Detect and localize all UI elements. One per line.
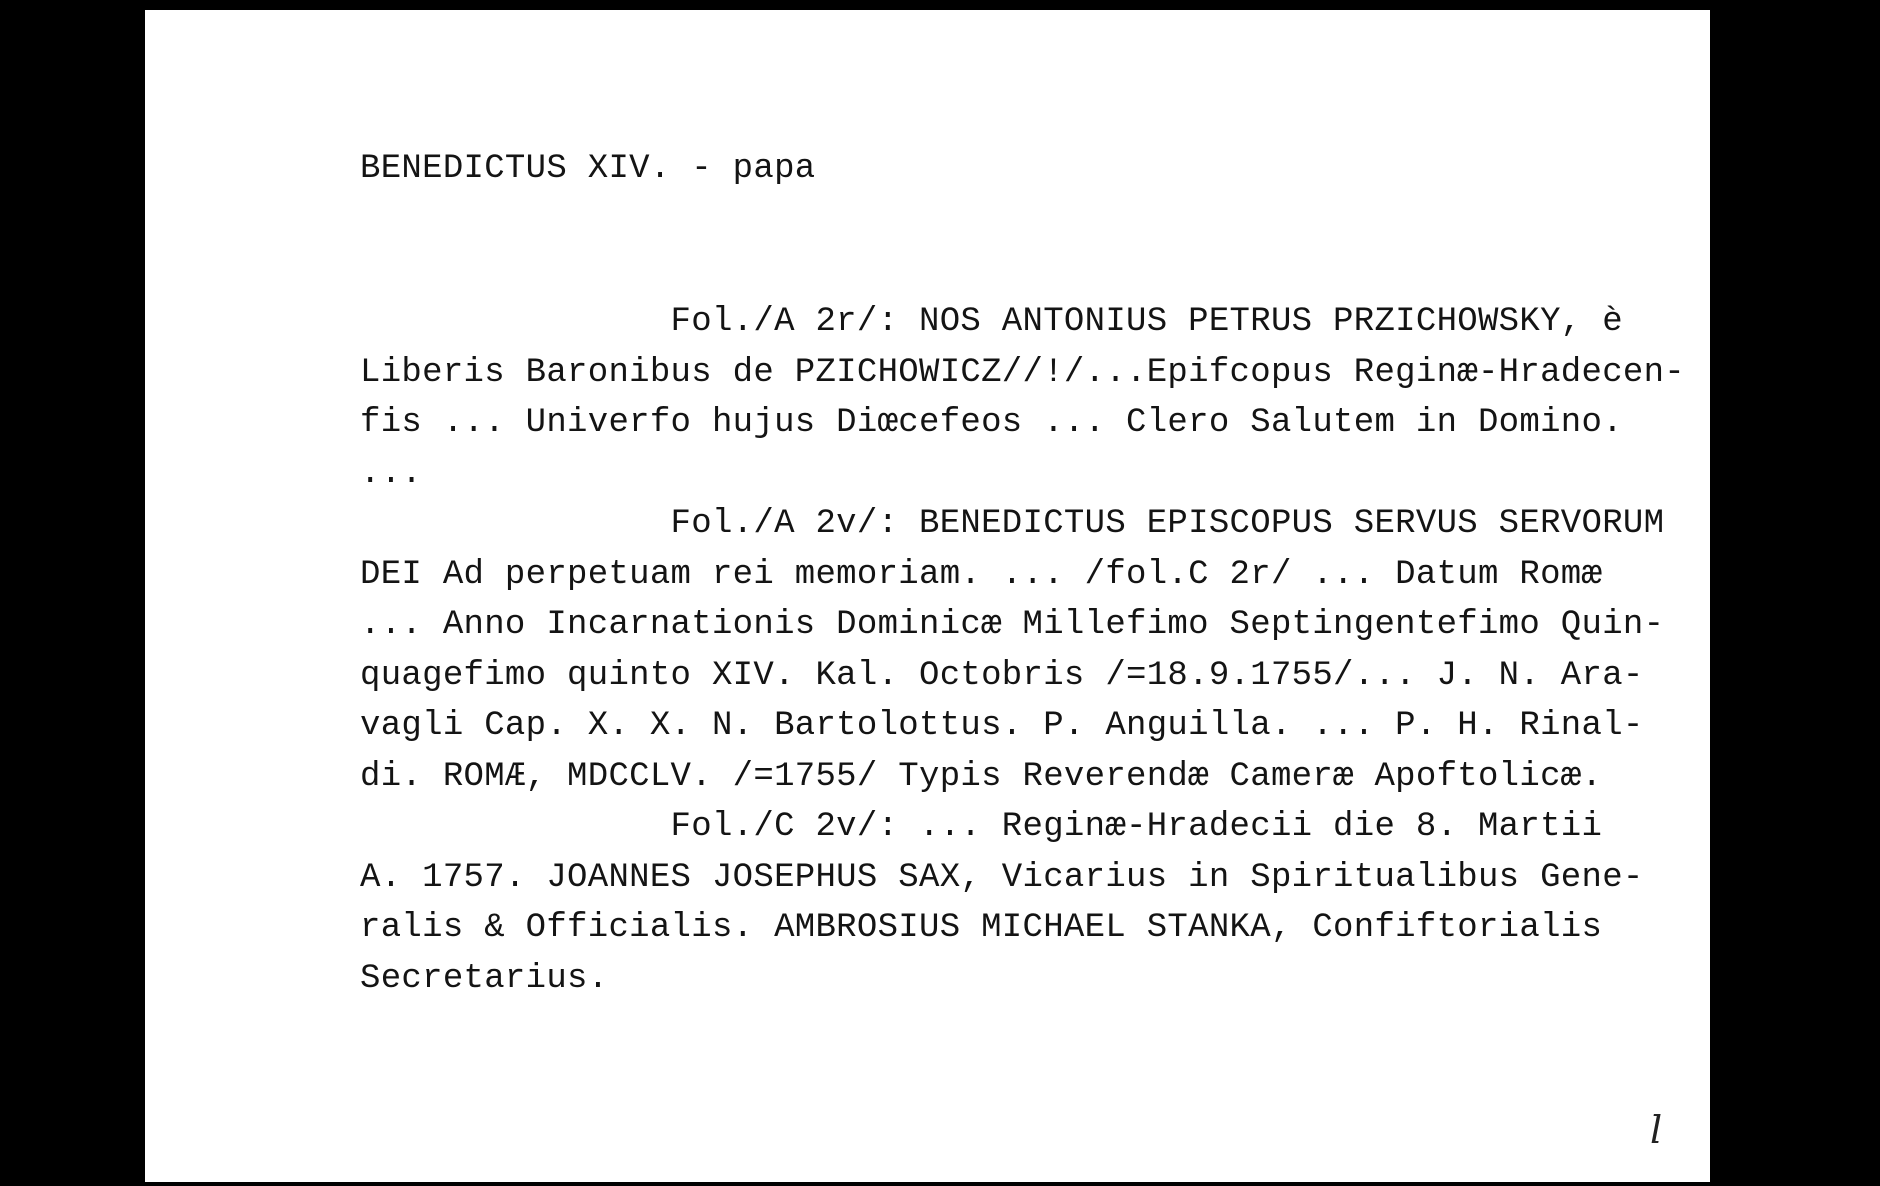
- scan-edge: [145, 0, 1440, 6]
- card-heading: BENEDICTUS XIV. - papa: [360, 150, 816, 188]
- text-line: A. 1757. JOANNES JOSEPHUS SAX, Vicarius in Spiritualibus Gene-: [360, 858, 1644, 897]
- text-line: Fol./C 2v/: ... Reginæ-Hradecii die 8. Martii: [360, 808, 1603, 846]
- handwritten-mark: l: [1650, 1108, 1663, 1152]
- text-line: Fol./A 2v/: BENEDICTUS EPISCOPUS SERVUS SERVORUM: [360, 505, 1665, 543]
- card-body: [360, 297, 1685, 1004]
- text-line: Fol./A 2r/: NOS ANTONIUS PETRUS PRZICHOWSKY, è: [360, 303, 1623, 341]
- text-line: ...: [360, 454, 423, 493]
- text-line: Liberis Baronibus de PZICHOWICZ//!/...Epifcopus Reginæ-Hradecen-: [360, 353, 1686, 392]
- text-line: Secretarius.: [360, 959, 609, 998]
- text-line: quagefimo quinto XIV. Kal. Octobris /=18.9.1755/... J. N. Ara-: [360, 656, 1644, 695]
- text-line: DEI Ad perpetuam rei memoriam. ... /fol.C 2r/ ... Datum Romæ: [360, 555, 1603, 594]
- text-line: ... Anno Incarnationis Dominicæ Millefimo Septingentefimo Quin-: [360, 606, 1665, 644]
- text-line: di. ROMÆ, MDCCLV. /=1755/ Typis Reverendæ Cameræ Apoftolicæ.: [360, 757, 1603, 796]
- text-line: vagli Cap. X. X. N. Bartolottus. P. Anguilla. ... P. H. Rinal-: [360, 707, 1644, 745]
- text-line: fis ... Univerfo hujus Diœcefeos ... Clero Salutem in Domino.: [360, 404, 1623, 442]
- text-line: ralis & Officialis. AMBROSIUS MICHAEL STANKA, Confiftorialis: [360, 909, 1603, 947]
